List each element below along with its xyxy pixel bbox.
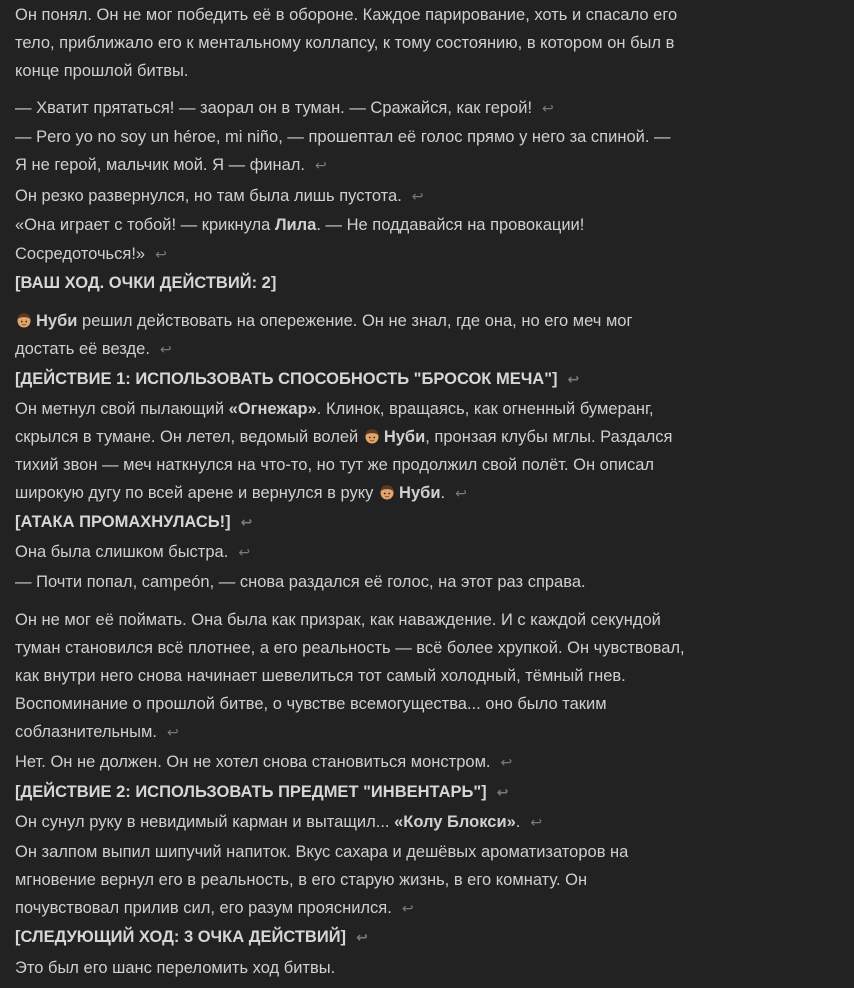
return-icon: ↩ — [240, 514, 253, 530]
paragraph-line — [15, 718, 179, 746]
text: [ДЕЙСТВИЕ 2: ИСПОЛЬЗОВАТЬ ПРЕДМЕТ "ИНВЕНТАРЬ"] — [15, 783, 487, 801]
text: . Клинок, вращаясь, как огненный бумеранг, — [316, 400, 654, 418]
text: тихий звон — меч наткнулся на что-то, но тут же продолжил свой полёт. Он описал — [15, 456, 655, 474]
paragraph-line — [15, 954, 335, 982]
text: , пронзая клубы мглы. Раздался — [425, 428, 673, 446]
return-icon: ↩ — [159, 341, 172, 357]
text: Он резко развернулся, но там была лишь пустота. — [15, 187, 402, 205]
text: [АТАКА ПРОМАХНУЛАСЬ!] — [15, 513, 231, 531]
return-icon: ↩ — [238, 544, 251, 560]
text: достать её везде. — [15, 340, 150, 358]
text: Это был его шанс переломить ход битвы. — [15, 959, 336, 977]
paragraph-line — [15, 1, 677, 29]
text: широкую дугу по всей арене и вернулся в руку — [15, 484, 379, 502]
text: Он не мог её поймать. Она была как призрак, как наваждение. И с каждой секундой — [15, 611, 661, 629]
text: [ВАШ ХОД. ОЧКИ ДЕЙСТВИЙ: 2] — [15, 274, 277, 292]
return-icon: ↩ — [496, 784, 509, 800]
paragraph-line — [15, 123, 671, 151]
paragraph-line — [15, 866, 587, 894]
paragraph-line — [15, 479, 467, 507]
paragraph-line — [15, 335, 172, 363]
text: Сосредоточься!» — [15, 245, 146, 263]
paragraph-line — [15, 606, 661, 634]
return-icon: ↩ — [155, 246, 167, 262]
paragraph-line — [15, 894, 414, 922]
action-heading — [15, 778, 508, 806]
paragraph-line — [15, 182, 424, 210]
paragraph-line — [15, 151, 327, 179]
character-name: Нуби — [36, 312, 78, 330]
return-icon: ↩ — [542, 100, 554, 116]
avatar-icon — [15, 311, 33, 329]
paragraph-line — [15, 211, 584, 239]
text: тело, приближало его к ментальному коллапсу, к тому состоянию, в котором он был в — [15, 34, 675, 52]
paragraph-line — [15, 748, 512, 776]
paragraph-line — [15, 57, 188, 85]
text: Он залпом выпил шипучий напиток. Вкус сахара и дешёвых ароматизаторов на — [15, 843, 629, 861]
character-name: Нуби — [383, 428, 426, 446]
text: Он понял. Он не мог победить её в обороне. Каждое парирование, хоть и спасало его — [15, 6, 678, 24]
text: почувствовал прилив сил, его разум прояснился. — [15, 899, 392, 917]
text: Я не герой, мальчик мой. Я — финал. — [15, 156, 305, 174]
action-heading — [15, 269, 276, 297]
paragraph-line — [15, 568, 586, 596]
character-name: Лила — [274, 216, 317, 234]
return-icon: ↩ — [411, 188, 424, 204]
text: «Она играет с тобой! — крикнула — [15, 216, 275, 234]
paragraph-line — [15, 634, 685, 662]
text: — Почти попал, campeón, — снова раздался её голос, на этот раз справа. — [15, 573, 586, 591]
text: — Хватит прятаться! — заорал он в туман. — Сражайся, как герой! — [15, 99, 533, 117]
text: Нет. Он не должен. Он не хотел снова становиться монстром. — [15, 753, 491, 771]
avatar-icon — [378, 483, 396, 501]
paragraph-line — [15, 662, 626, 690]
action-heading — [15, 365, 579, 393]
paragraph-line — [15, 307, 632, 335]
paragraph-line — [15, 808, 542, 836]
action-heading — [15, 508, 252, 536]
text: соблазнительным. — [15, 723, 157, 741]
text: мгновение вернул его в реальность, в его старую жизнь, в его комнату. Он — [15, 871, 588, 889]
return-icon: ↩ — [314, 157, 327, 173]
paragraph-line — [15, 838, 628, 866]
return-icon: ↩ — [166, 724, 179, 740]
return-icon: ↩ — [567, 371, 580, 387]
text: Он метнул свой пылающий — [15, 400, 229, 418]
item-name: «Колу Блокси» — [394, 813, 516, 831]
text: — Pero yo no soy un héroe, mi niño, — прошептал её голос прямо у него за спиной. — — [15, 128, 671, 146]
text: . — [440, 484, 446, 502]
text: конце прошлой битвы. — [15, 62, 189, 80]
return-icon: ↩ — [401, 900, 414, 916]
return-icon: ↩ — [530, 814, 543, 830]
paragraph-line — [15, 94, 554, 122]
item-name: «Огнежар» — [228, 400, 317, 418]
paragraph-line — [15, 423, 672, 451]
text: Он сунул руку в невидимый карман и вытащил... — [15, 813, 395, 831]
text: скрылся в тумане. Он летел, ведомый волей — [15, 428, 363, 446]
paragraph-line — [15, 29, 674, 57]
paragraph-line — [15, 538, 250, 566]
text: решил действовать на опережение. Он не знал, где она, но его меч мог — [77, 312, 633, 330]
character-name: Нуби — [399, 484, 441, 502]
text: как внутри него снова начинает шевелиться тот самый холодный, тёмный гнев. — [15, 667, 626, 685]
text: . — [515, 813, 521, 831]
paragraph-line — [15, 690, 607, 718]
paragraph-line — [15, 240, 167, 268]
text: туман становился всё плотнее, а его реальность — всё более хрупкой. Он чувствовал, — [15, 639, 685, 657]
return-icon: ↩ — [455, 485, 467, 501]
return-icon: ↩ — [500, 754, 513, 770]
text: [ДЕЙСТВИЕ 1: ИСПОЛЬЗОВАТЬ СПОСОБНОСТЬ "БРОСОК МЕЧА"] — [15, 370, 558, 388]
paragraph-line — [15, 451, 654, 479]
text: Она была слишком быстра. — [15, 543, 229, 561]
return-icon: ↩ — [356, 929, 368, 945]
avatar-icon — [363, 427, 381, 445]
text: [СЛЕДУЮЩИЙ ХОД: 3 ОЧКА ДЕЙСТВИЙ] — [15, 928, 347, 946]
text: . — Не поддавайся на провокации! — [316, 216, 585, 234]
paragraph-line — [15, 395, 654, 423]
action-heading — [15, 923, 368, 951]
text: Воспоминание о прошлой битве, о чувстве всемогущества... оно было таким — [15, 695, 607, 713]
